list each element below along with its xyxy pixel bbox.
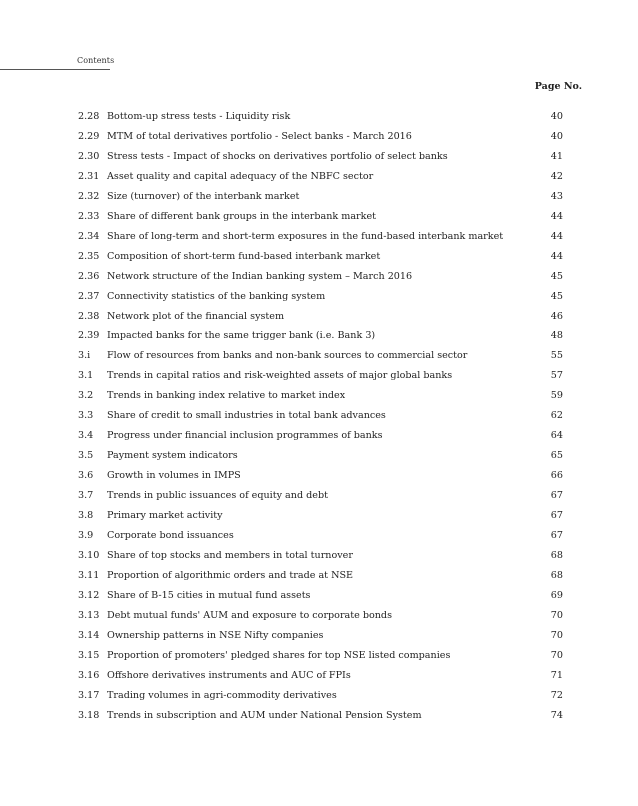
toc-entry-title: Share of long-term and short-term exposures in the fund-based interbank market [107, 230, 504, 242]
toc-entry-page: 43 [550, 190, 563, 202]
toc-entry[interactable] [78, 291, 563, 311]
toc-entry-page: 42 [550, 170, 563, 182]
toc-entry-number: 3.4 [78, 430, 94, 442]
header-rule [0, 69, 110, 70]
toc-entry-title: Trends in subscription and AUM under National Pension System [107, 709, 422, 721]
toc-entry-number: 2.30 [78, 150, 100, 162]
toc-entry[interactable] [78, 610, 563, 630]
toc-entry[interactable] [78, 390, 563, 410]
toc-entry[interactable] [78, 111, 563, 131]
toc-entry-title: Bottom-up stress tests - Liquidity risk [107, 111, 291, 122]
table-of-contents [78, 111, 563, 730]
toc-entry-title: Stress tests - Impact of shocks on derivatives portfolio of select banks [107, 150, 448, 162]
toc-entry[interactable] [78, 231, 563, 251]
toc-entry[interactable] [78, 171, 563, 191]
toc-entry-page: 55 [550, 350, 563, 362]
toc-entry-page: 44 [550, 230, 563, 242]
toc-entry-number: 2.32 [78, 190, 100, 202]
toc-entry-page: 40 [550, 130, 563, 142]
toc-entry-number: 3.6 [78, 470, 94, 482]
toc-entry-title: Primary market activity [107, 510, 223, 522]
toc-entry-number: 3.16 [78, 669, 100, 681]
toc-entry-number: 2.34 [78, 230, 100, 242]
toc-entry-page: 74 [550, 709, 563, 721]
toc-entry-title: Ownership patterns in NSE Nifty companies [107, 629, 324, 641]
toc-entry-title: Share of top stocks and members in total turnover [107, 549, 353, 561]
toc-entry-number: 2.37 [78, 290, 100, 302]
toc-entry[interactable] [78, 590, 563, 610]
toc-entry-number: 2.36 [78, 270, 100, 282]
toc-entry[interactable] [78, 410, 563, 430]
toc-entry[interactable] [78, 330, 563, 350]
toc-entry-title: Trends in public issuances of equity and debt [107, 490, 328, 502]
toc-entry-number: 2.33 [78, 210, 100, 222]
toc-entry-page: 68 [550, 549, 563, 561]
toc-entry[interactable] [78, 530, 563, 550]
toc-entry-number: 3.13 [78, 609, 100, 621]
toc-entry-number: 3.10 [78, 549, 100, 561]
toc-entry[interactable] [78, 570, 563, 590]
toc-entry-title: MTM of total derivatives portfolio - Select banks - March 2016 [107, 130, 412, 142]
toc-entry-title: Impacted banks for the same trigger bank (i.e. Bank 3) [107, 330, 376, 342]
toc-entry-number: 3.5 [78, 450, 94, 462]
toc-entry[interactable] [78, 510, 563, 530]
toc-entry-number: 3.14 [78, 629, 100, 641]
toc-entry-title: Proportion of promoters' pledged shares for top NSE listed companies [107, 649, 451, 661]
toc-entry-page: 41 [550, 150, 563, 162]
toc-entry-number: 3.17 [78, 689, 100, 701]
toc-entry-page: 66 [550, 470, 563, 482]
toc-entry-number: 3.8 [78, 510, 94, 522]
toc-entry-page: 45 [550, 270, 563, 282]
toc-entry-page: 70 [550, 609, 563, 621]
page-no-column-header: Page No. [534, 81, 582, 92]
toc-entry-title: Connectivity statistics of the banking system [107, 290, 326, 302]
toc-entry-page: 67 [550, 490, 563, 502]
toc-entry-number: 2.28 [78, 111, 100, 122]
toc-entry[interactable] [78, 191, 563, 211]
toc-entry-page: 70 [550, 649, 563, 661]
toc-entry-number: 3.i [78, 350, 91, 362]
toc-entry-title: Share of B-15 cities in mutual fund assets [107, 589, 311, 601]
toc-entry[interactable] [78, 251, 563, 271]
toc-entry[interactable] [78, 550, 563, 570]
toc-entry-number: 3.2 [78, 390, 94, 402]
toc-entry-page: 44 [550, 210, 563, 222]
toc-entry[interactable] [78, 370, 563, 390]
toc-entry[interactable] [78, 670, 563, 690]
toc-entry-number: 3.9 [78, 530, 94, 542]
toc-entry-page: 44 [550, 250, 563, 262]
toc-entry-title: Composition of short-term fund-based interbank market [107, 250, 381, 262]
toc-entry-title: Size (turnover) of the interbank market [107, 190, 300, 202]
toc-entry-title: Network plot of the financial system [107, 310, 285, 322]
toc-entry[interactable] [78, 211, 563, 231]
toc-entry-title: Proportion of algorithmic orders and trade at NSE [107, 569, 354, 581]
toc-entry[interactable] [78, 490, 563, 510]
toc-entry-title: Progress under financial inclusion programmes of banks [107, 430, 383, 442]
toc-entry-number: 3.1 [78, 370, 94, 382]
toc-entry-page: 72 [550, 689, 563, 701]
toc-entry-page: 67 [550, 530, 563, 542]
toc-entry[interactable] [78, 151, 563, 171]
toc-entry-number: 2.35 [78, 250, 100, 262]
toc-entry-page: 46 [550, 310, 563, 322]
toc-entry-page: 40 [550, 111, 563, 122]
toc-entry-number: 3.18 [78, 709, 100, 721]
toc-entry-page: 70 [550, 629, 563, 641]
toc-entry[interactable] [78, 450, 563, 470]
toc-entry-number: 3.12 [78, 589, 100, 601]
toc-entry-number: 2.31 [78, 170, 100, 182]
toc-entry-title: Debt mutual funds' AUM and exposure to corporate bonds [107, 609, 393, 621]
toc-entry-number: 3.15 [78, 649, 100, 661]
toc-entry-title: Offshore derivatives instruments and AUC of FPIs [107, 669, 351, 681]
toc-entry-number: 2.38 [78, 310, 100, 322]
toc-entry-number: 3.7 [78, 490, 94, 502]
toc-entry-number: 3.3 [78, 410, 94, 422]
toc-entry[interactable] [78, 311, 563, 331]
toc-entry-title: Flow of resources from banks and non-bank sources to commercial sector [107, 350, 468, 362]
toc-entry-title: Share of credit to small industries in total bank advances [107, 410, 386, 422]
toc-entry[interactable] [78, 430, 563, 450]
toc-entry[interactable] [78, 650, 563, 670]
running-head: Contents [77, 56, 115, 65]
toc-entry[interactable] [78, 271, 563, 291]
toc-entry-number: 3.11 [78, 569, 100, 581]
toc-entry-title: Trends in capital ratios and risk-weighted assets of major global banks [107, 370, 453, 382]
toc-entry-page: 69 [550, 589, 563, 601]
toc-entry-page: 62 [550, 410, 563, 422]
toc-entry-page: 64 [550, 430, 563, 442]
toc-entry[interactable] [78, 690, 563, 710]
toc-entry[interactable] [78, 350, 563, 370]
toc-entry-page: 57 [550, 370, 563, 382]
toc-entry-page: 59 [550, 390, 563, 402]
toc-entry-number: 2.29 [78, 130, 100, 142]
toc-entry-number: 2.39 [78, 330, 100, 342]
toc-entry-page: 71 [550, 669, 563, 681]
toc-entry-page: 67 [550, 510, 563, 522]
toc-entry-title: Trends in banking index relative to market index [107, 390, 346, 402]
toc-entry-title: Corporate bond issuances [107, 530, 234, 542]
toc-entry-title: Trading volumes in agri-commodity derivatives [107, 689, 337, 701]
toc-entry-title: Asset quality and capital adequacy of the NBFC sector [107, 170, 374, 182]
toc-entry[interactable] [78, 710, 563, 730]
toc-entry-page: 65 [550, 450, 563, 462]
toc-entry[interactable] [78, 470, 563, 490]
toc-entry-page: 45 [550, 290, 563, 302]
toc-entry-title: Network structure of the Indian banking system – March 2016 [107, 270, 413, 282]
toc-entry-page: 68 [550, 569, 563, 581]
toc-entry[interactable] [78, 630, 563, 650]
toc-entry-title: Growth in volumes in IMPS [107, 470, 241, 482]
toc-entry-page: 48 [550, 330, 563, 342]
toc-entry-title: Payment system indicators [107, 450, 238, 462]
toc-entry-title: Share of different bank groups in the interbank market [107, 210, 376, 222]
toc-entry[interactable] [78, 131, 563, 151]
